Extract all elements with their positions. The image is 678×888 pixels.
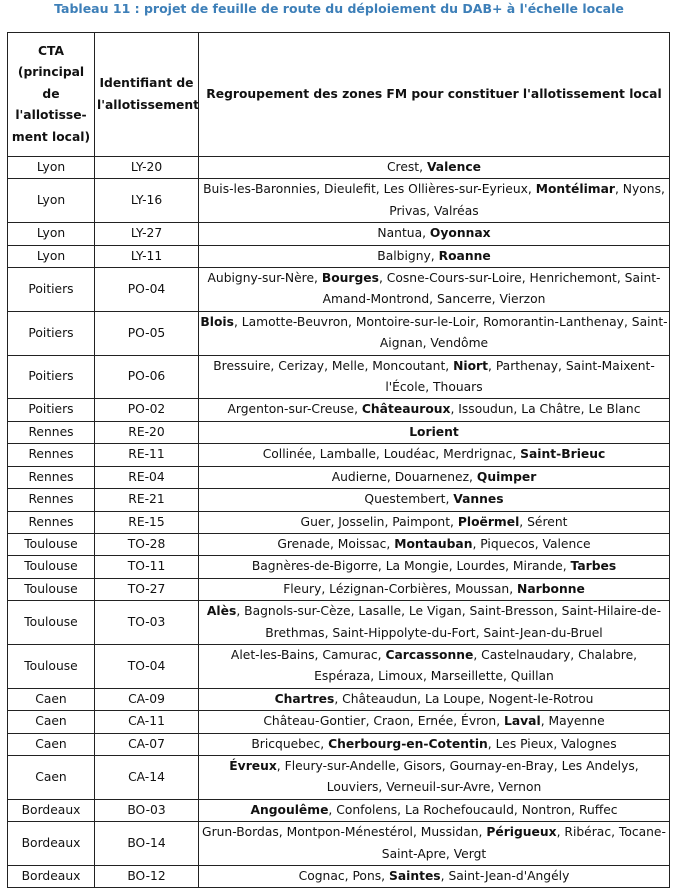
zone-text: Bagnères-de-Bigorre, La Mongie, Lourdes, Mirande, — [251, 559, 571, 574]
table-row — [8, 466, 670, 488]
table-caption: Tableau 11 : projet de feuille de route du déploiement du DAB+ à l'échelle locale — [54, 1, 624, 16]
table-row — [8, 644, 670, 688]
zone-text: , Fleury-sur-Andelle, Gisors, Gournay-en-Bray, Les Andelys, Louviers, Verneuil-sur-Avre, Vernon — [276, 758, 639, 795]
table-row — [8, 399, 670, 421]
zone-text: Nantua, — [377, 226, 430, 241]
table-row — [8, 245, 670, 267]
cell-cta: Bordeaux — [8, 799, 95, 821]
cell-cta: Toulouse — [8, 644, 95, 688]
cell-zones — [199, 157, 670, 179]
cell-zones — [199, 245, 670, 267]
cell-identifier: BO-14 — [95, 822, 199, 866]
cell-cta: Rennes — [8, 511, 95, 533]
zone-main-city: Bourges — [321, 271, 379, 286]
zone-text: Cognac, Pons, — [298, 869, 389, 883]
table-row — [8, 511, 670, 533]
cell-cta: Poitiers — [8, 355, 95, 399]
cell-zones — [199, 733, 670, 755]
zone-main-city: Angoulême — [250, 802, 329, 817]
table-row — [8, 733, 670, 755]
cell-zones — [199, 866, 670, 888]
cell-zones — [199, 644, 670, 688]
cell-cta: Rennes — [8, 444, 95, 466]
table-row — [8, 179, 670, 223]
cell-cta: Rennes — [8, 489, 95, 511]
cell-cta: Poitiers — [8, 399, 95, 421]
cell-zones — [199, 444, 670, 466]
zone-main-city: Roanne — [438, 248, 491, 263]
cell-identifier: CA-09 — [95, 688, 199, 710]
zone-text: , Saint-Jean-d'Angély — [440, 869, 570, 883]
cell-zones — [199, 466, 670, 488]
zone-text: , Issoudun, La Châtre, Le Blanc — [450, 402, 641, 417]
header-identifier: Identifiant de l'allotissement — [95, 33, 199, 157]
cell-zones — [199, 268, 670, 312]
table-row — [8, 578, 670, 600]
zone-main-city: Ploërmel — [457, 514, 520, 529]
zone-main-city: Niort — [453, 358, 488, 373]
zone-text: , Sérent — [519, 514, 568, 529]
cell-cta: Caen — [8, 733, 95, 755]
cell-zones — [199, 223, 670, 245]
cell-identifier: CA-14 — [95, 755, 199, 799]
cell-identifier: RE-15 — [95, 511, 199, 533]
cell-identifier: TO-03 — [95, 601, 199, 645]
zone-text: Crest, — [386, 160, 427, 174]
zone-text: , Les Pieux, Valognes — [487, 736, 617, 751]
allotment-table — [7, 32, 670, 888]
table-body — [8, 157, 670, 888]
cell-zones — [199, 533, 670, 555]
zone-text: Argenton-sur-Creuse, — [227, 402, 362, 417]
cell-cta: Toulouse — [8, 578, 95, 600]
table-row — [8, 556, 670, 578]
table-row — [8, 444, 670, 466]
cell-zones — [199, 556, 670, 578]
zone-main-city: Quimper — [476, 469, 537, 484]
zone-text: , Nyons, Privas, Valréas — [389, 182, 665, 218]
zone-main-city: Carcassonne — [385, 647, 474, 662]
zone-main-city: Chartres — [274, 691, 335, 706]
cell-cta: Lyon — [8, 245, 95, 267]
table-row — [8, 601, 670, 645]
zone-text: , Confolens, La Rochefoucauld, Nontron, Ruffec — [328, 802, 618, 817]
table-row — [8, 799, 670, 821]
cell-cta: Toulouse — [8, 533, 95, 555]
table-header-row — [8, 33, 670, 157]
zone-text: , Ribérac, Tocane-Saint-Apre, Vergt — [381, 825, 666, 861]
cell-identifier: BO-03 — [95, 799, 199, 821]
table-row — [8, 157, 670, 179]
zone-text: Questembert, — [364, 492, 454, 507]
cell-identifier: LY-27 — [95, 223, 199, 245]
cell-cta: Bordeaux — [8, 822, 95, 866]
table-row — [8, 822, 670, 866]
zone-text: , Châteaudun, La Loupe, Nogent-le-Rotrou — [334, 691, 594, 706]
cell-cta: Caen — [8, 711, 95, 733]
cell-cta: Lyon — [8, 157, 95, 179]
cell-cta: Bordeaux — [8, 866, 95, 888]
cell-cta: Rennes — [8, 466, 95, 488]
cell-identifier: CA-11 — [95, 711, 199, 733]
cell-zones — [199, 822, 670, 866]
table-row — [8, 223, 670, 245]
cell-cta: Caen — [8, 755, 95, 799]
cell-identifier: PO-04 — [95, 268, 199, 312]
header-cta: CTA (principal de l'allotisse-ment local) — [8, 33, 95, 157]
zone-main-city: Tarbes — [570, 559, 617, 574]
zone-main-city: Oyonnax — [429, 226, 491, 241]
zone-text: Collinée, Lamballe, Loudéac, Merdrignac, — [262, 447, 521, 462]
cell-cta: Rennes — [8, 421, 95, 443]
cell-zones — [199, 601, 670, 645]
zone-main-city: Lorient — [409, 424, 459, 439]
zone-text: , Piquecos, Valence — [472, 536, 591, 551]
cell-zones — [199, 755, 670, 799]
zone-text: Grun-Bordas, Montpon-Ménestérol, Mussidan, — [202, 825, 487, 840]
zone-text: , Mayenne — [540, 714, 605, 729]
cell-zones — [199, 511, 670, 533]
cell-cta: Toulouse — [8, 601, 95, 645]
zone-text: Guer, Josselin, Paimpont, — [300, 514, 458, 529]
table-row — [8, 866, 670, 888]
cell-identifier: CA-07 — [95, 733, 199, 755]
table-row — [8, 489, 670, 511]
zone-text: Bricquebec, — [251, 736, 329, 751]
cell-cta: Poitiers — [8, 268, 95, 312]
zone-text: Grenade, Moissac, — [277, 536, 395, 551]
cell-zones — [199, 355, 670, 399]
cell-identifier: RE-20 — [95, 421, 199, 443]
table-row — [8, 688, 670, 710]
zone-text: , Lamotte-Beuvron, Montoire-sur-le-Loir, Romorantin-Lanthenay, Saint-Aignan, Vendôme — [233, 314, 668, 351]
zone-text: , Bagnols-sur-Cèze, Lasalle, Le Vigan, Saint-Bresson, Saint-Hilaire-de-Brethmas, Saint-Hippolyte-du-Fort, Saint-Jean-du-Bruel — [236, 604, 662, 640]
zone-main-city: Saint-Brieuc — [520, 447, 606, 462]
zone-main-city: Blois — [200, 314, 234, 329]
cell-zones — [199, 399, 670, 421]
table-row — [8, 268, 670, 312]
cell-identifier: LY-16 — [95, 179, 199, 223]
cell-cta: Toulouse — [8, 556, 95, 578]
zone-text: Buis-les-Baronnies, Dieulefit, Les Ollières-sur-Eyrieux, — [203, 182, 536, 197]
cell-identifier: LY-11 — [95, 245, 199, 267]
cell-zones — [199, 799, 670, 821]
zone-text: , Parthenay, Saint-Maixent-l'École, Thouars — [385, 358, 655, 395]
cell-zones — [199, 311, 670, 355]
cell-identifier: TO-04 — [95, 644, 199, 688]
zone-text: Fleury, Lézignan-Corbières, Moussan, — [283, 581, 518, 596]
zone-main-city: Montauban — [394, 536, 473, 551]
zone-main-city: Montélimar — [535, 182, 615, 197]
cell-zones — [199, 578, 670, 600]
cell-identifier: RE-21 — [95, 489, 199, 511]
zone-main-city: Alès — [206, 604, 237, 619]
cell-zones — [199, 711, 670, 733]
table-row — [8, 755, 670, 799]
cell-identifier: LY-20 — [95, 157, 199, 179]
zone-main-city: Vannes — [453, 492, 504, 507]
table-row — [8, 311, 670, 355]
cell-zones — [199, 489, 670, 511]
table-row — [8, 711, 670, 733]
cell-zones — [199, 179, 670, 223]
zone-main-city: Valence — [426, 160, 482, 174]
cell-identifier: TO-11 — [95, 556, 199, 578]
cell-cta: Lyon — [8, 179, 95, 223]
zone-text: , Cosne-Cours-sur-Loire, Henrichemont, Saint-Amand-Montrond, Sancerre, Vierzon — [322, 271, 661, 307]
zone-text: , Castelnaudary, Chalabre, Espéraza, Limoux, Marseillette, Quillan — [314, 647, 638, 684]
cell-identifier: PO-05 — [95, 311, 199, 355]
cell-cta: Poitiers — [8, 311, 95, 355]
cell-identifier: PO-02 — [95, 399, 199, 421]
table-row — [8, 533, 670, 555]
cell-identifier: RE-11 — [95, 444, 199, 466]
cell-identifier: PO-06 — [95, 355, 199, 399]
cell-cta: Lyon — [8, 223, 95, 245]
cell-identifier: BO-12 — [95, 866, 199, 888]
zone-main-city: Périgueux — [486, 825, 557, 840]
cell-identifier: RE-04 — [95, 466, 199, 488]
zone-text: Audierne, Douarnenez, — [331, 469, 477, 484]
zone-main-city: Narbonne — [517, 581, 585, 596]
zone-text: Aubigny-sur-Nère, — [207, 271, 322, 286]
cell-zones — [199, 421, 670, 443]
header-zones: Regroupement des zones FM pour constituer l'allotissement local — [199, 33, 670, 157]
zone-main-city: Châteauroux — [361, 402, 451, 417]
table-row — [8, 421, 670, 443]
cell-zones — [199, 688, 670, 710]
zone-text: Bressuire, Cerizay, Melle, Moncoutant, — [213, 358, 454, 373]
zone-main-city: Cherbourg-en-Cotentin — [328, 736, 488, 751]
cell-identifier: TO-28 — [95, 533, 199, 555]
zone-text: Balbigny, — [377, 248, 439, 263]
zone-main-city: Saintes — [388, 869, 441, 883]
zone-main-city: Évreux — [229, 758, 277, 773]
cell-identifier: TO-27 — [95, 578, 199, 600]
zone-text: Alet-les-Bains, Camurac, — [230, 647, 386, 662]
zone-text: Château-Gontier, Craon, Ernée, Évron, — [263, 714, 505, 729]
table-row — [8, 355, 670, 399]
zone-main-city: Laval — [504, 714, 541, 729]
cell-cta: Caen — [8, 688, 95, 710]
